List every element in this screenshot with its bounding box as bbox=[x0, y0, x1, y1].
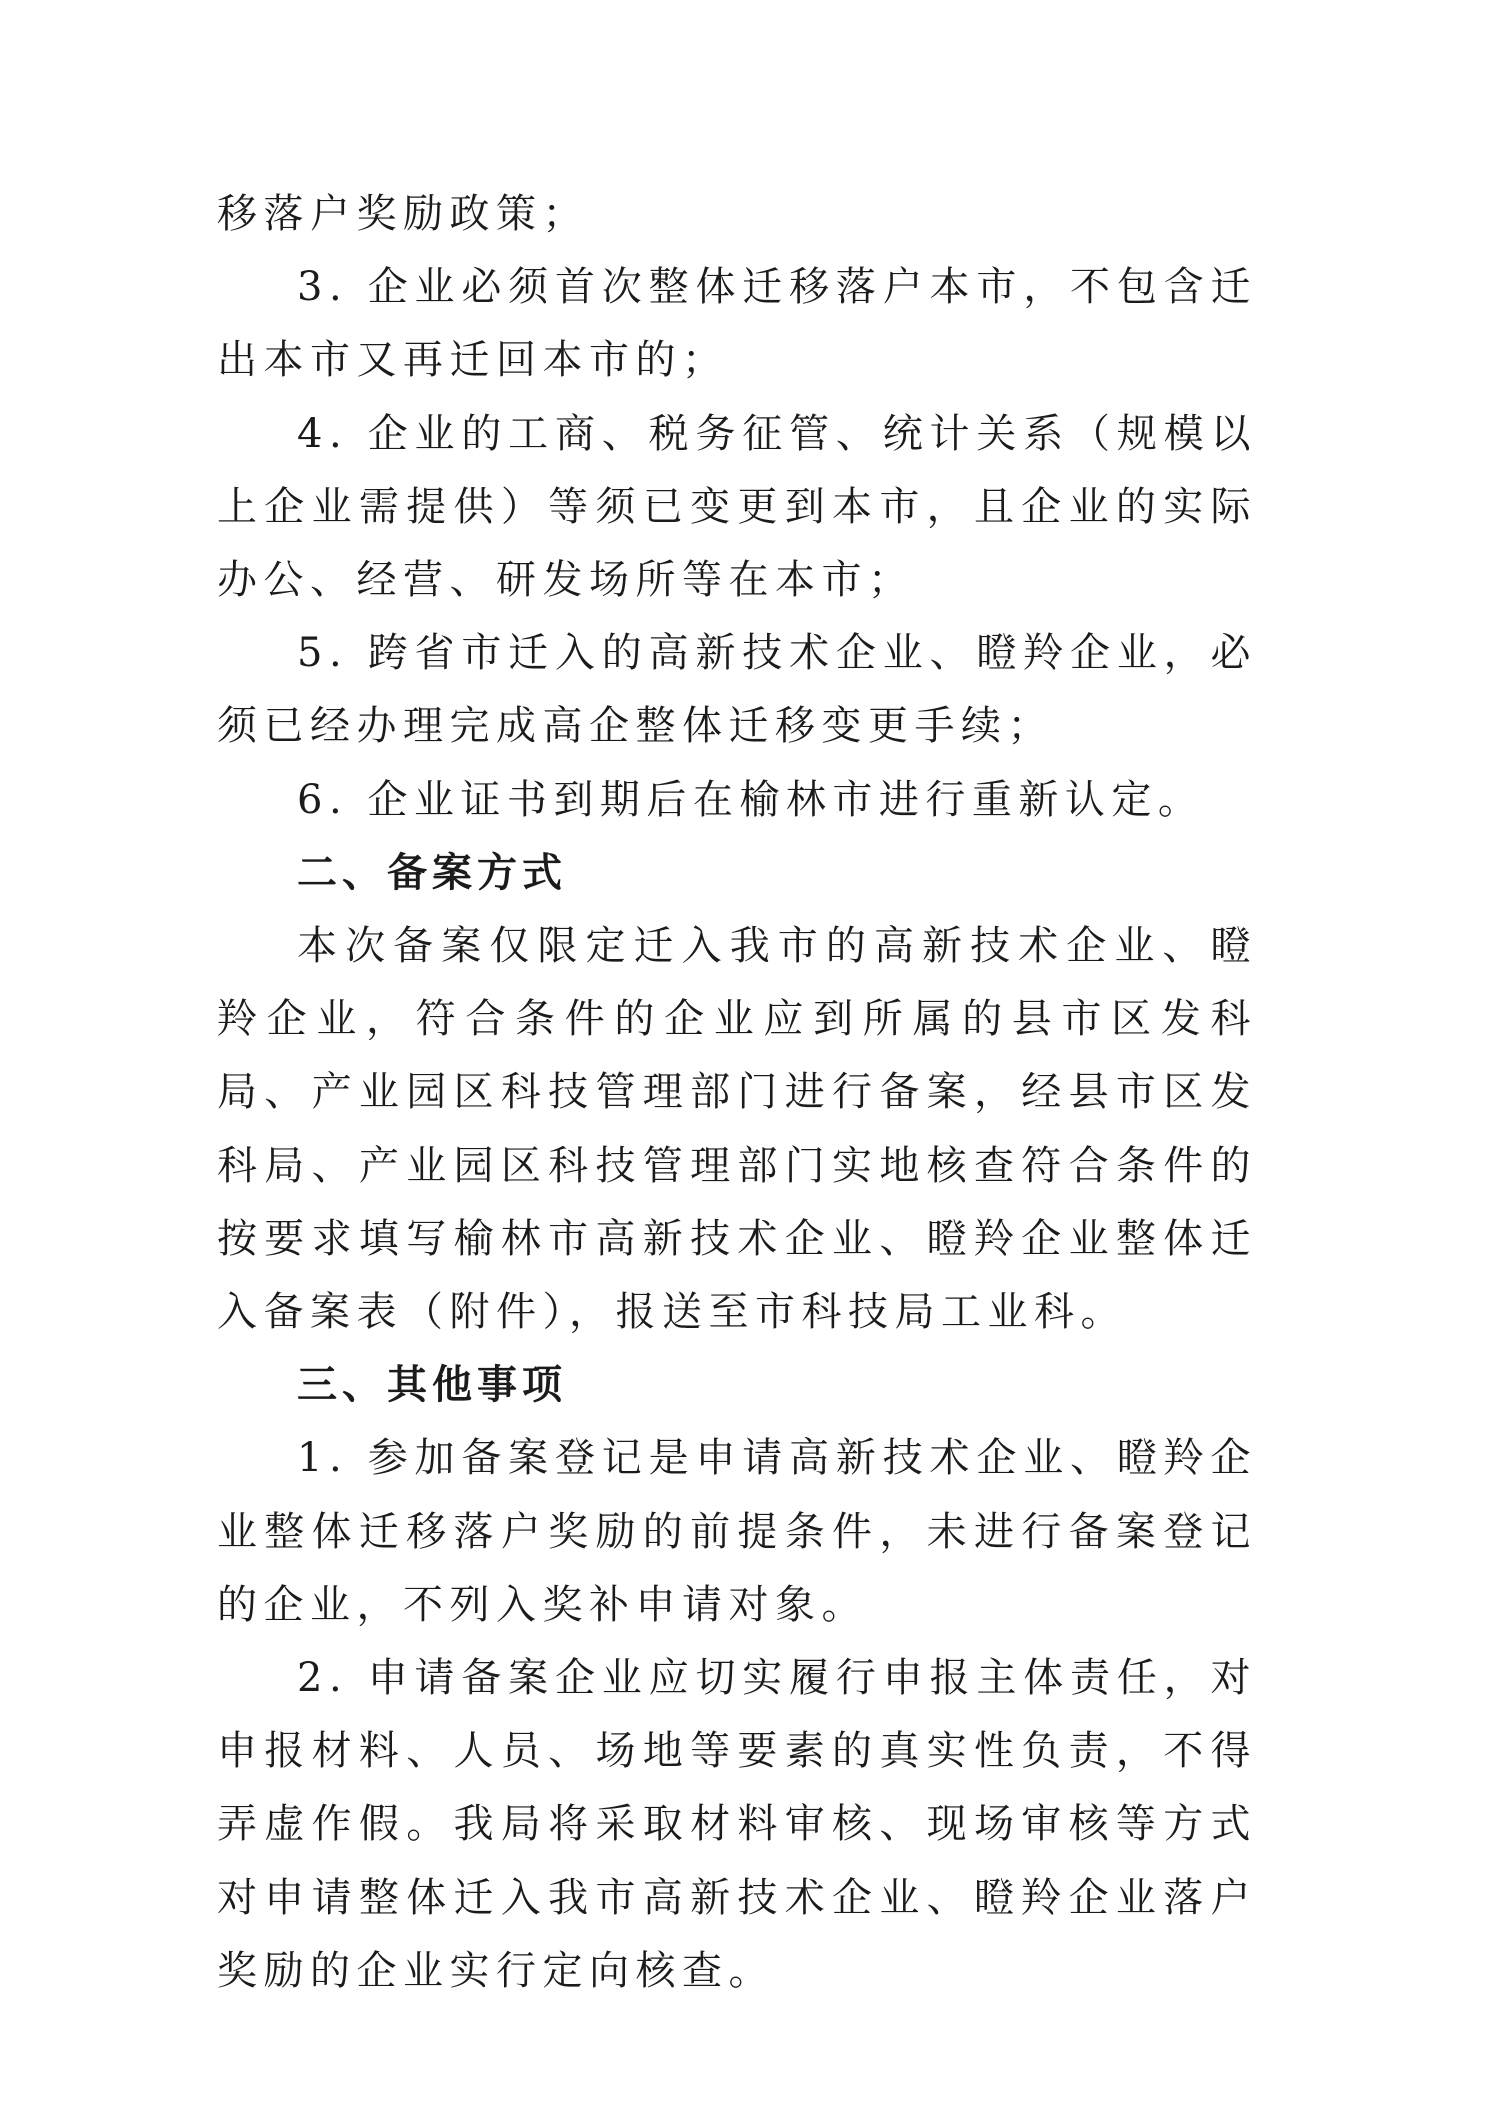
paragraph-continuation: 移落户奖励政策； bbox=[217, 191, 589, 237]
paragraph-item-4: 4. 企业的工商、税务征管、统计关系（规模以上企业需提供）等须已变更到本市，且企业的实际办公、经营、研发场所等在本市； bbox=[217, 410, 1257, 604]
paragraph-other-1: 1. 参加备案登记是申请高新技术企业、瞪羚企业整体迁移落户奖励的前提条件，未进行备案登记的企业，不列入奖补申请对象。 bbox=[217, 1435, 1257, 1628]
paragraph-item-5: 5. 跨省市迁入的高新技术企业、瞪羚企业，必须已经办理完成高企整体迁移变更手续； bbox=[217, 630, 1257, 750]
paragraph-item-3: 3. 企业必须首次整体迁移落户本市，不包含迁出本市又再迁回本市的； bbox=[217, 264, 1257, 384]
paragraph-filing-method: 本次备案仅限定迁入我市的高新技术企业、瞪羚企业，符合条件的企业应到所属的县市区发科局、产业园区科技管理部门进行备案，经县市区发科局、产业园区科技管理部门实地核查符合条件的按要求填写榆林市高新技术企业、瞪羚企业整体迁入备案表（附件），报送至市科技局工业科。 bbox=[217, 923, 1257, 1336]
section-heading-filing-method: 二、备案方式 bbox=[297, 849, 567, 896]
section-heading-other-matters: 三、其他事项 bbox=[297, 1362, 567, 1409]
paragraph-other-2: 2. 申请备案企业应切实履行申报主体责任，对申报材料、人员、场地等要素的真实性负责，不得弄虚作假。我局将采取材料审核、现场审核等方式对申请整体迁入我市高新技术企业、瞪羚企业落户奖励的企业实行定向核查。 bbox=[217, 1655, 1257, 1994]
paragraph-item-6: 6. 企业证书到期后在榆林市进行重新认定。 bbox=[297, 776, 1205, 823]
document-body bbox=[217, 178, 1257, 2008]
